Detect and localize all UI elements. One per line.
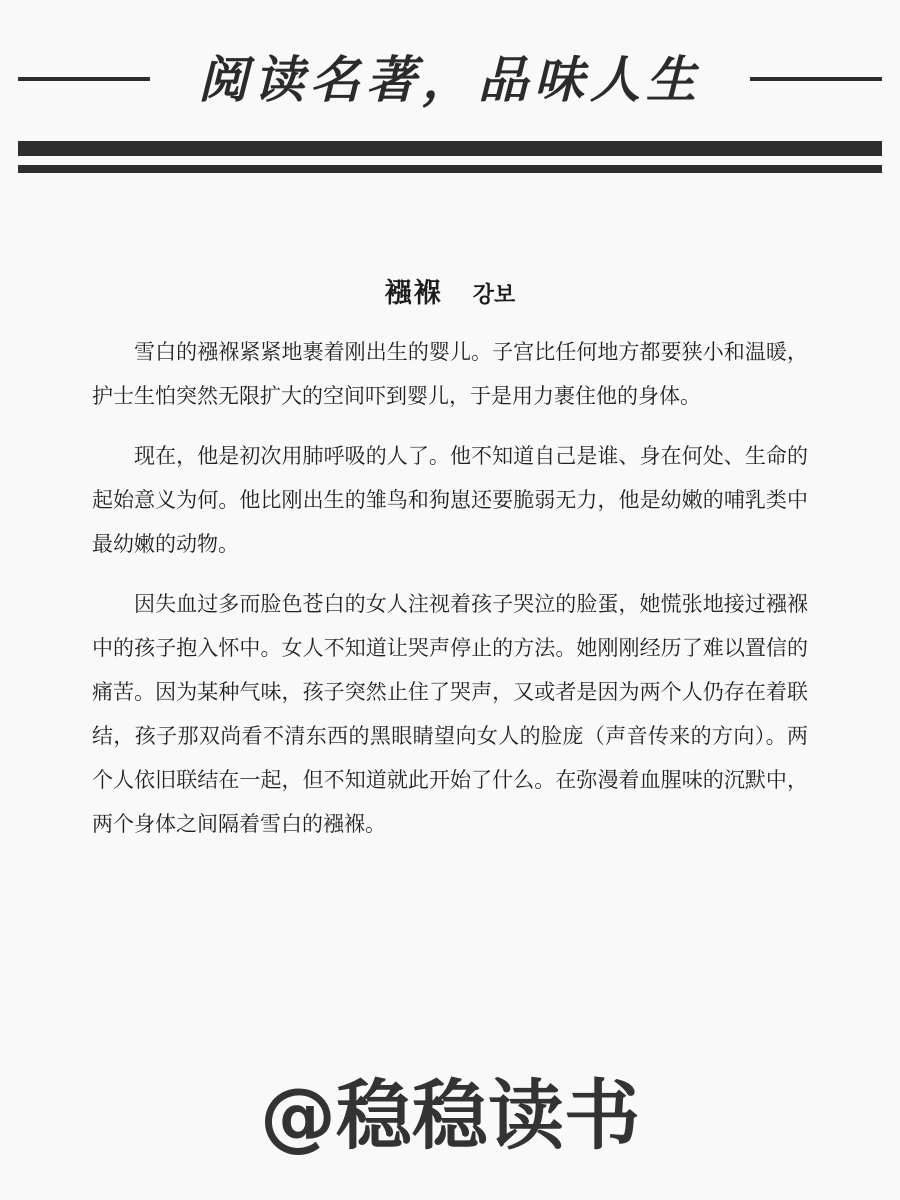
paragraph-3: 因失血过多而脸色苍白的女人注视着孩子哭泣的脸蛋，她慌张地接过襁褓中的孩子抱入怀中。女人不知道让哭声停止的方法。她刚刚经历了难以置信的痛苦。因为某种气味，孩子突然止住了哭声，又或者是因为两个人仍存在着联结，孩子那双尚看不清东西的黑眼睛望向女人的脸庞（声音传来的方向）。两个人依旧联结在一起，但不知道就此开始了什么。在弥漫着血腥味的沉默中，两个身体之间隔着雪白的襁褓。	[92, 592, 808, 836]
header-rule-left	[18, 77, 150, 81]
article-heading	[0, 272, 900, 316]
paragraph-1: 雪白的襁褓紧紧地裹着刚出生的婴儿。子宫比任何地方都要狭小和温暖，护士生怕突然无限扩大的空间吓到婴儿，于是用力裹住他的身体。	[92, 340, 808, 408]
paragraph-2: 现在，他是初次用肺呼吸的人了。他不知道自己是谁、身在何处、生命的起始意义为何。他比刚出生的雏鸟和狗崽还要脆弱无力，他是幼嫩的哺乳类中最幼嫩的动物。	[92, 444, 808, 556]
article-author: 강보	[472, 283, 516, 308]
divider-thick	[18, 141, 882, 156]
divider-thin	[18, 165, 882, 173]
footer-handle: @稳稳读书	[260, 1071, 640, 1160]
header-banner	[0, 48, 900, 112]
header-rule-right	[750, 77, 882, 81]
article-body	[92, 330, 808, 862]
article-title: 襁褓	[384, 278, 443, 309]
header-slogan: 阅读名著，品味人生	[198, 51, 702, 109]
